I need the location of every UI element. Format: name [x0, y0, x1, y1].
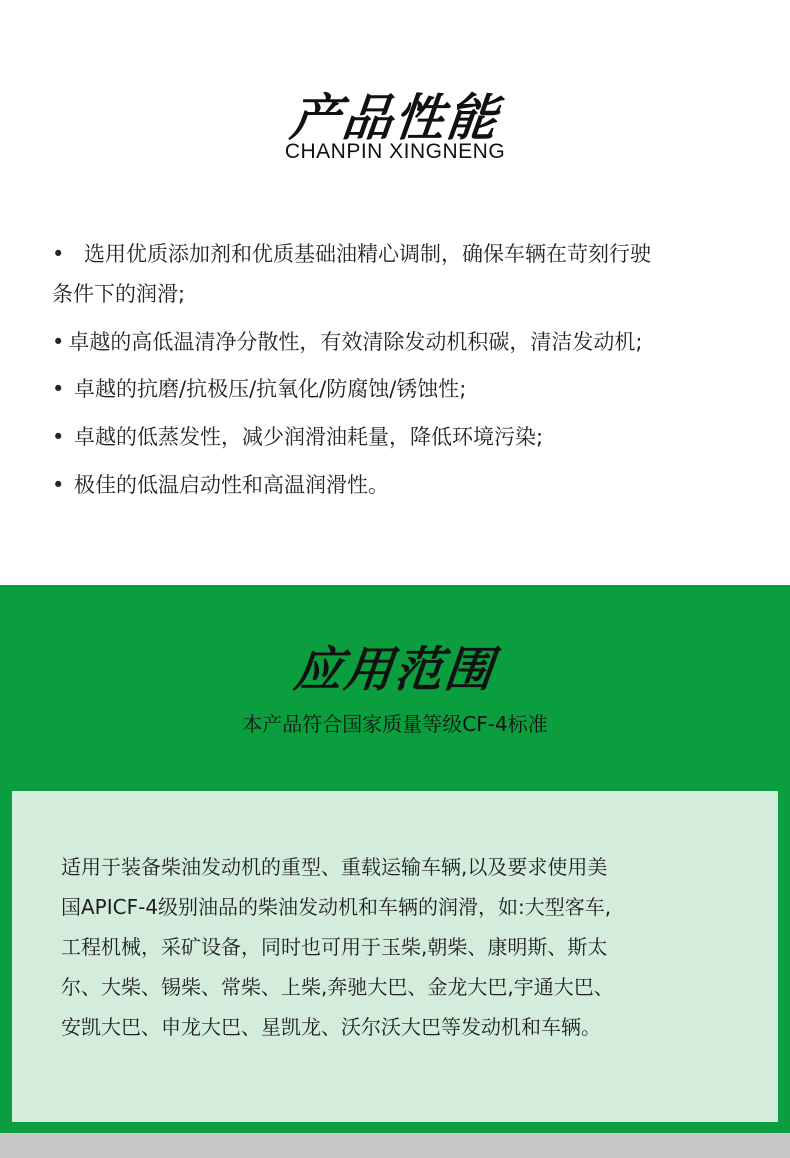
bullet-icon: • [52, 473, 65, 497]
feature-item [52, 232, 752, 276]
feature-item [52, 415, 752, 459]
application-title: 应用范围 [291, 642, 498, 698]
feature-item [52, 320, 752, 364]
performance-subtitle: CHANPIN XINGNENG [284, 140, 506, 163]
application-section [0, 585, 790, 1158]
bullet-icon: • [52, 377, 65, 401]
application-text-line: 工程机械，采矿设备，同时也可用于玉柴,朝柴、康明斯、斯太 [61, 935, 608, 959]
bottom-divider [0, 1133, 790, 1158]
feature-item [52, 367, 752, 411]
feature-text: 卓越的低蒸发性，减少润滑油耗量，降低环境污染; [74, 425, 544, 449]
feature-text: 条件下的润滑; [52, 282, 186, 306]
feature-text: 选用优质添加剂和优质基础油精心调制，确保车辆在苛刻行驶 [84, 242, 651, 266]
feature-item-continued [52, 272, 752, 316]
application-text-line: 安凯大巴、申龙大巴、星凯龙、沃尔沃大巴等发动机和车辆。 [61, 1015, 601, 1039]
application-text-line: 适用于装备柴油发动机的重型、重载运输车辆,以及要求使用美 [61, 855, 608, 879]
application-text-line: 尔、大柴、锡柴、常柴、上柴,奔驰大巴、金龙大巴,宇通大巴、 [61, 975, 614, 999]
performance-title: 产品性能 [287, 89, 502, 147]
application-subtitle: 本产品符合国家质量等级CF-4标准 [242, 712, 548, 736]
feature-item [52, 463, 752, 507]
bullet-icon: • [52, 242, 65, 266]
bullet-icon: • [52, 330, 65, 354]
feature-text: 卓越的高低温清净分散性，有效清除发动机积碳，清洁发动机; [68, 330, 643, 354]
feature-text: 卓越的抗磨/抗极压/抗氧化/防腐蚀/锈蚀性; [74, 377, 467, 401]
feature-text: 极佳的低温启动性和高温润滑性。 [74, 473, 389, 497]
application-text-line: 国APICF-4级别油品的柴油发动机和车辆的润滑，如:大型客车, [61, 895, 612, 919]
application-description-box [12, 791, 778, 1122]
bullet-icon: • [52, 425, 65, 449]
